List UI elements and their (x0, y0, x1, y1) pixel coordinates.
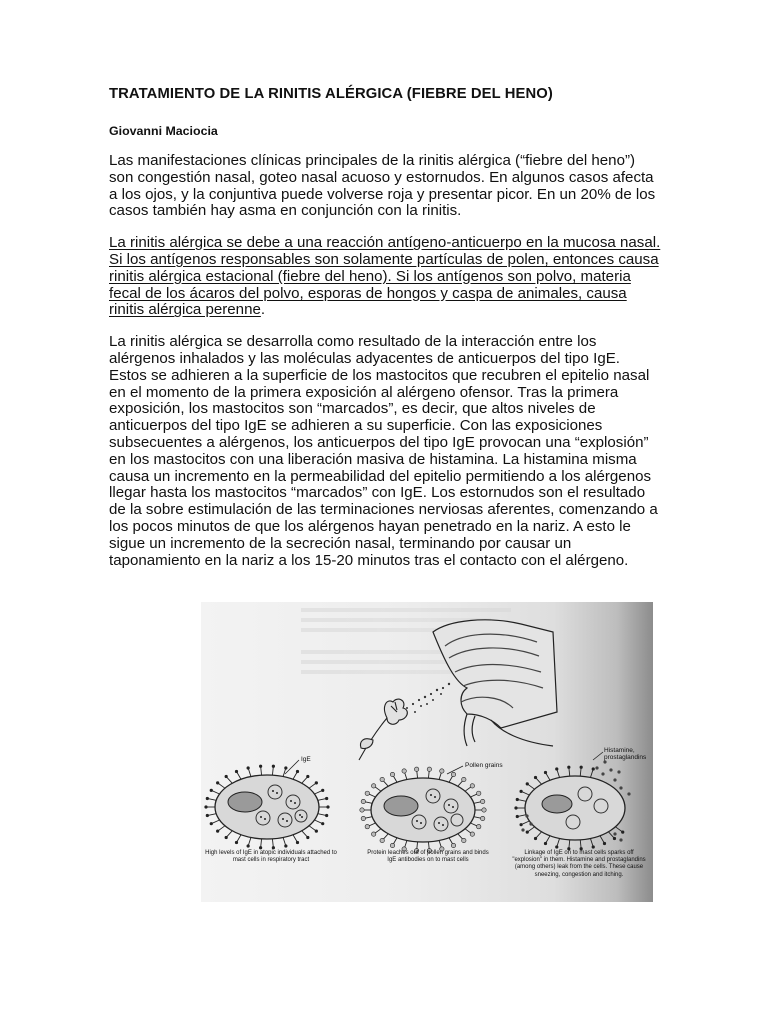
flower-illustration (359, 699, 407, 760)
paragraph-mechanism: La rinitis alérgica se desarrolla como resultado de la interacción entre los alérgenos inhalados y las moléculas adyacentes de anticuerpos del tipo IgE. Estos se adhieren a la superficie de los mastocitos que recubren el epitelio nasal en el momento de la primera exposición al alérgeno ofensor. Tras la primera exposición, los mastocitos son “marcados”, es decir, que altos niveles de anticuerpos del tipo IgE se adhieren a su superficie. Con las exposiciones subsecuentes a alérgenos, los anticuerpos del tipo IgE provocan una “explosión” en los mastocitos con una liberación masiva de histamina. La histamina misma causa un incremento en la permeabilidad del epitelio permitiendo a los alérgenos llegar hasta los mastocitos “marcados” con IgE. Los estornudos son el resultado de la sobre estimulación de las terminaciones nerviosas aferentes, comenzando a los pocos minutos de que los alérgenos hayan penetrado en la nariz. A esto le sigue un incremento de la secreción nasal, terminando por causar un taponamiento en la nariz a los 15-20 minutos tras el contacto con el alérgeno. (109, 333, 658, 569)
pollen-spray (400, 683, 450, 713)
nose-illustration (433, 620, 557, 746)
label-pollen-grains: Pollen grains (465, 762, 503, 769)
label-ige: IgE (301, 756, 311, 763)
caption-step-2: Protein leaches out of pollen grains and binds IgE antibodies on to mast cells (367, 850, 489, 864)
mast-cell-2 (371, 778, 475, 842)
paragraph-antigen-reaction (109, 235, 661, 319)
document-body (109, 86, 661, 569)
paragraph-period: . (260, 301, 266, 319)
mast-cell-1 (215, 775, 319, 839)
caption-step-3: Linkage of IgE on to mast cells sparks off "explosion" in them. Histamine and prostaglandins (among others) leak from the cells. These cause sneezing, congestion and itching. (512, 850, 646, 878)
label-histamine: Histamine, prostaglandins (604, 747, 647, 761)
paragraph-symptoms: Las manifestaciones clínicas principales de la rinitis alérgica (“fiebre del heno”) son congestión nasal, goteo nasal acuoso y estornudos. En algunos casos afecta a los ojos, y la conjuntiva puede volverse roja y presentar picor. En un 20% de los casos también hay asma en conjunción con la rinitis. (109, 152, 656, 220)
allergy-mechanism-figure (201, 602, 653, 902)
author-name: Giovanni Maciocia (109, 124, 218, 138)
underlined-text: La rinitis alérgica se debe a una reacción antígeno-anticuerpo en la mucosa nasal. Si los antígenos responsables son solamente partículas de polen, entonces causa rinitis alérgica estacional (fiebre del heno). Si los antígenos son polvo, materia fecal de los ácaros del polvo, esporas de hongos y caspa de animales, causa rinitis alérgica perenne (109, 234, 661, 319)
caption-step-1: High levels of IgE in atopic individuals attached to mast cells in respiratory tract (205, 850, 337, 864)
document-title: TRATAMIENTO DE LA RINITIS ALÉRGICA (FIEBRE DEL HENO) (109, 86, 553, 102)
mast-cell-3 (521, 760, 630, 841)
